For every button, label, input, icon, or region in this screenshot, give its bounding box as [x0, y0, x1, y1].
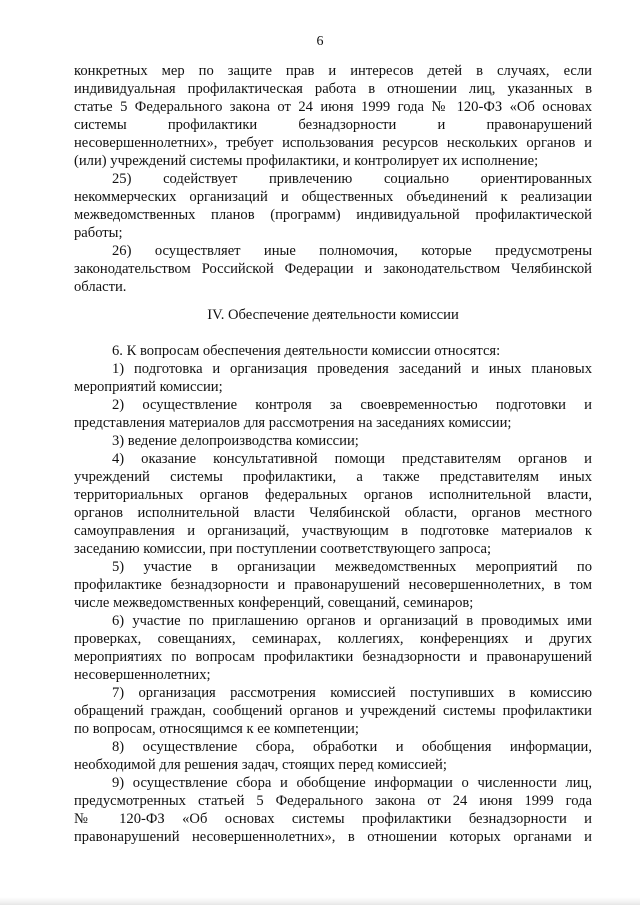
text-line: системы профилактики безнадзорности и правонарушений [74, 117, 592, 133]
text-line: обращений граждан, сообщений органов и учреждений системы профилактики [74, 703, 592, 719]
text-line: 26) осуществляет иные полномочия, которые предусмотрены [112, 243, 592, 259]
text-line: необходимой для решения задач, стоящих перед комиссией; [74, 757, 447, 773]
text-line: несовершеннолетних», требует использования ресурсов нескольких органов и [74, 135, 592, 151]
text-line: законодательством Российской Федерации и законодательством Челябинской [74, 261, 592, 277]
section-heading: IV. Обеспечение деятельности комиссии [207, 307, 459, 323]
text-line: 8) осуществление сбора, обработки и обобщения информации, [112, 739, 592, 755]
text-line: учреждений системы профилактики, а также представителям иных [74, 469, 592, 485]
text-line: предусмотренных статьей 5 Федерального закона от 24 июня 1999 года [74, 793, 592, 809]
text-line: 2) осуществление контроля за своевременностью подготовки и [112, 397, 592, 413]
text-line: области. [74, 279, 127, 295]
text-line: межведомственных планов (программ) индивидуальной профилактической [74, 207, 592, 223]
text-line: несовершеннолетних; [74, 667, 211, 683]
text-line: самоуправления и организаций, участвующим в подготовке материалов к [74, 523, 592, 539]
text-line: заседанию комиссии, при поступлении соответствующего запроса; [74, 541, 492, 557]
text-line: (или) учреждений системы профилактики, и контролирует их исполнение; [74, 153, 539, 169]
text-line: 1) подготовка и организация проведения заседаний и иных плановых [112, 361, 592, 377]
text-line: представления материалов для рассмотрения на заседаниях комиссии; [74, 415, 512, 431]
text-line: мероприятий комиссии; [74, 379, 223, 395]
text-line: мероприятиях по вопросам профилактики безнадзорности и правонарушений [74, 649, 592, 665]
text-line: органов исполнительной власти Челябинской области, органов местного [74, 505, 592, 521]
text-line: 7) организация рассмотрения комиссией поступивших в комиссию [112, 685, 592, 701]
scan-edge [0, 897, 640, 905]
text-line: 25) содействует привлечению социально ориентированных [112, 171, 592, 187]
text-line: территориальных органов федеральных органов исполнительной власти, [74, 487, 592, 503]
text-line: по вопросам, относящимся к ее компетенции; [74, 721, 359, 737]
text-line: 9) осуществление сбора и обобщение информации о численности лиц, [112, 775, 592, 791]
text-line: № 120-ФЗ «Об основах системы профилактики безнадзорности и [74, 811, 592, 827]
text-line: 5) участие в организации межведомственных мероприятий по [112, 559, 592, 575]
text-line: 6. К вопросам обеспечения деятельности комиссии относятся: [112, 343, 501, 359]
text-line: конкретных мер по защите прав и интересов детей в случаях, если [74, 63, 592, 79]
text-line: проверках, совещаниях, семинарах, коллегиях, конференциях и других [74, 631, 592, 647]
page-number: 6 [316, 34, 324, 49]
text-line: профилактике безнадзорности и правонарушений несовершеннолетних, в том [74, 577, 592, 593]
text-line: некоммерческих организаций и общественных объединений к реализации [74, 189, 592, 205]
text-line: правонарушений несовершеннолетних», в отношении которых органами и [74, 829, 592, 845]
text-line: статье 5 Федерального закона от 24 июня 1999 года № 120-ФЗ «Об основах [74, 99, 592, 115]
text-line: индивидуальная профилактическая работа в отношении лиц, указанных в [74, 81, 592, 97]
text-line: работы; [74, 225, 123, 241]
text-line: 3) ведение делопроизводства комиссии; [112, 433, 359, 449]
text-line: 4) оказание консультативной помощи представителям органов и [112, 451, 592, 467]
text-line: числе межведомственных конференций, совещаний, семинаров; [74, 595, 474, 611]
text-line: 6) участие по приглашению органов и организаций в проводимых ими [112, 613, 592, 629]
